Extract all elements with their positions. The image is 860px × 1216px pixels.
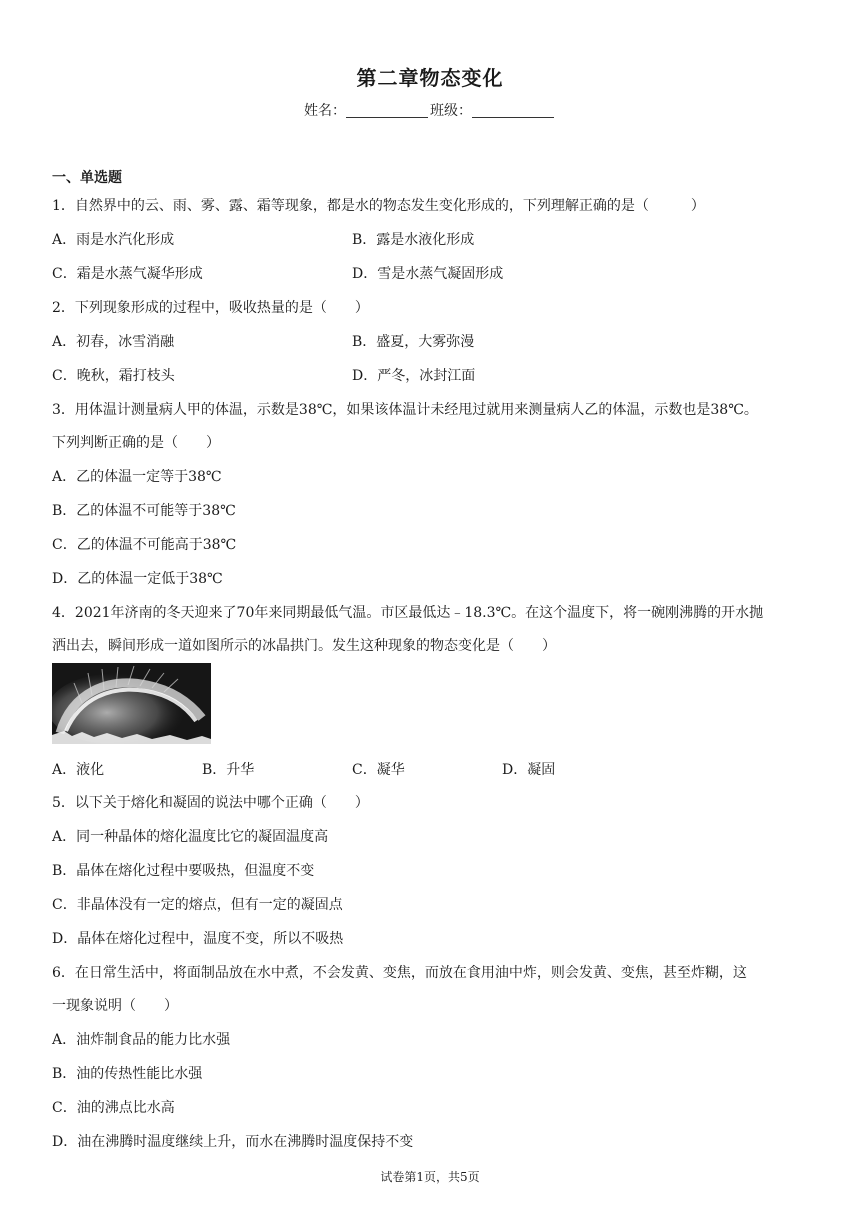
name-blank <box>346 103 428 118</box>
question-6-stem-line1: 6．在日常生活中，将面制品放在水中煮，不会发黄、变焦，而放在食用油中炸，则会发黄、变焦，甚至炸糊，这 <box>52 965 747 981</box>
ice-crystal-arch-image <box>52 663 211 744</box>
q4-option-c: C．凝华 <box>352 762 405 778</box>
page-title: 第二章物态变化 <box>356 66 504 90</box>
question-5-stem: 5．以下关于熔化和凝固的说法中哪个正确（ ） <box>52 795 369 811</box>
q3-option-c: C．乙的体温不可能高于38℃ <box>52 537 237 553</box>
class-label: 班级： <box>430 103 472 119</box>
q5-option-b: B．晶体在熔化过程中要吸热，但温度不变 <box>52 863 315 879</box>
q5-option-c: C．非晶体没有一定的熔点，但有一定的凝固点 <box>52 897 343 913</box>
q4-option-a: A．液化 <box>52 762 105 778</box>
q4-option-b: B．升华 <box>202 762 255 778</box>
q6-option-b: B．油的传热性能比水强 <box>52 1066 203 1082</box>
q2-option-b: B．盛夏，大雾弥漫 <box>352 334 475 350</box>
q3-option-b: B．乙的体温不可能等于38℃ <box>52 503 236 519</box>
q2-option-c: C．晚秋，霜打枝头 <box>52 368 175 384</box>
q5-option-a: A．同一种晶体的熔化温度比它的凝固温度高 <box>52 829 329 845</box>
question-2-stem: 2．下列现象形成的过程中，吸收热量的是（ ） <box>52 300 369 316</box>
q5-option-d: D．晶体在熔化过程中，温度不变，所以不吸热 <box>52 931 344 947</box>
ice-arch-photo <box>52 663 211 744</box>
q3-option-a: A．乙的体温一定等于38℃ <box>52 469 222 485</box>
name-label: 姓名： <box>304 103 346 119</box>
question-6-stem-line2: 一现象说明（ ） <box>52 998 178 1014</box>
q1-option-c: C．霜是水蒸气凝华形成 <box>52 266 203 282</box>
question-4-stem-line1: 4．2021年济南的冬天迎来了70年来同期最低气温。市区最低达﹣18.3℃。在这个温度下，将一碗刚沸腾的开水抛 <box>52 605 764 621</box>
q2-option-a: A．初春，冰雪消融 <box>52 334 175 350</box>
q4-option-d: D．凝固 <box>502 762 556 778</box>
question-3-stem-line1: 3．用体温计测量病人甲的体温，示数是38℃，如果该体温计未经甩过就用来测量病人乙的体温，示数也是38℃。 <box>52 402 758 418</box>
q3-option-d: D．乙的体温一定低于38℃ <box>52 571 223 587</box>
student-info <box>0 100 860 120</box>
question-3-stem-line2: 下列判断正确的是（ ） <box>52 435 220 451</box>
class-blank <box>472 103 554 118</box>
q6-option-c: C．油的沸点比水高 <box>52 1100 175 1116</box>
q1-option-a: A．雨是水汽化形成 <box>52 232 175 248</box>
question-4-stem-line2: 洒出去，瞬间形成一道如图所示的冰晶拱门。发生这种现象的物态变化是（ ） <box>52 638 556 654</box>
page-footer: 试卷第1页，共5页 <box>380 1170 480 1184</box>
q1-option-b: B．露是水液化形成 <box>352 232 475 248</box>
q6-option-d: D．油在沸腾时温度继续上升，而水在沸腾时温度保持不变 <box>52 1134 414 1150</box>
q1-option-d: D．雪是水蒸气凝固形成 <box>352 266 504 282</box>
question-1-stem: 1．自然界中的云、雨、雾、露、霜等现象，都是水的物态发生变化形成的，下列理解正确的是（ ） <box>52 198 705 214</box>
q6-option-a: A．油炸制食品的能力比水强 <box>52 1032 231 1048</box>
section-heading: 一、单选题 <box>52 170 122 186</box>
q2-option-d: D．严冬，冰封江面 <box>352 368 476 384</box>
